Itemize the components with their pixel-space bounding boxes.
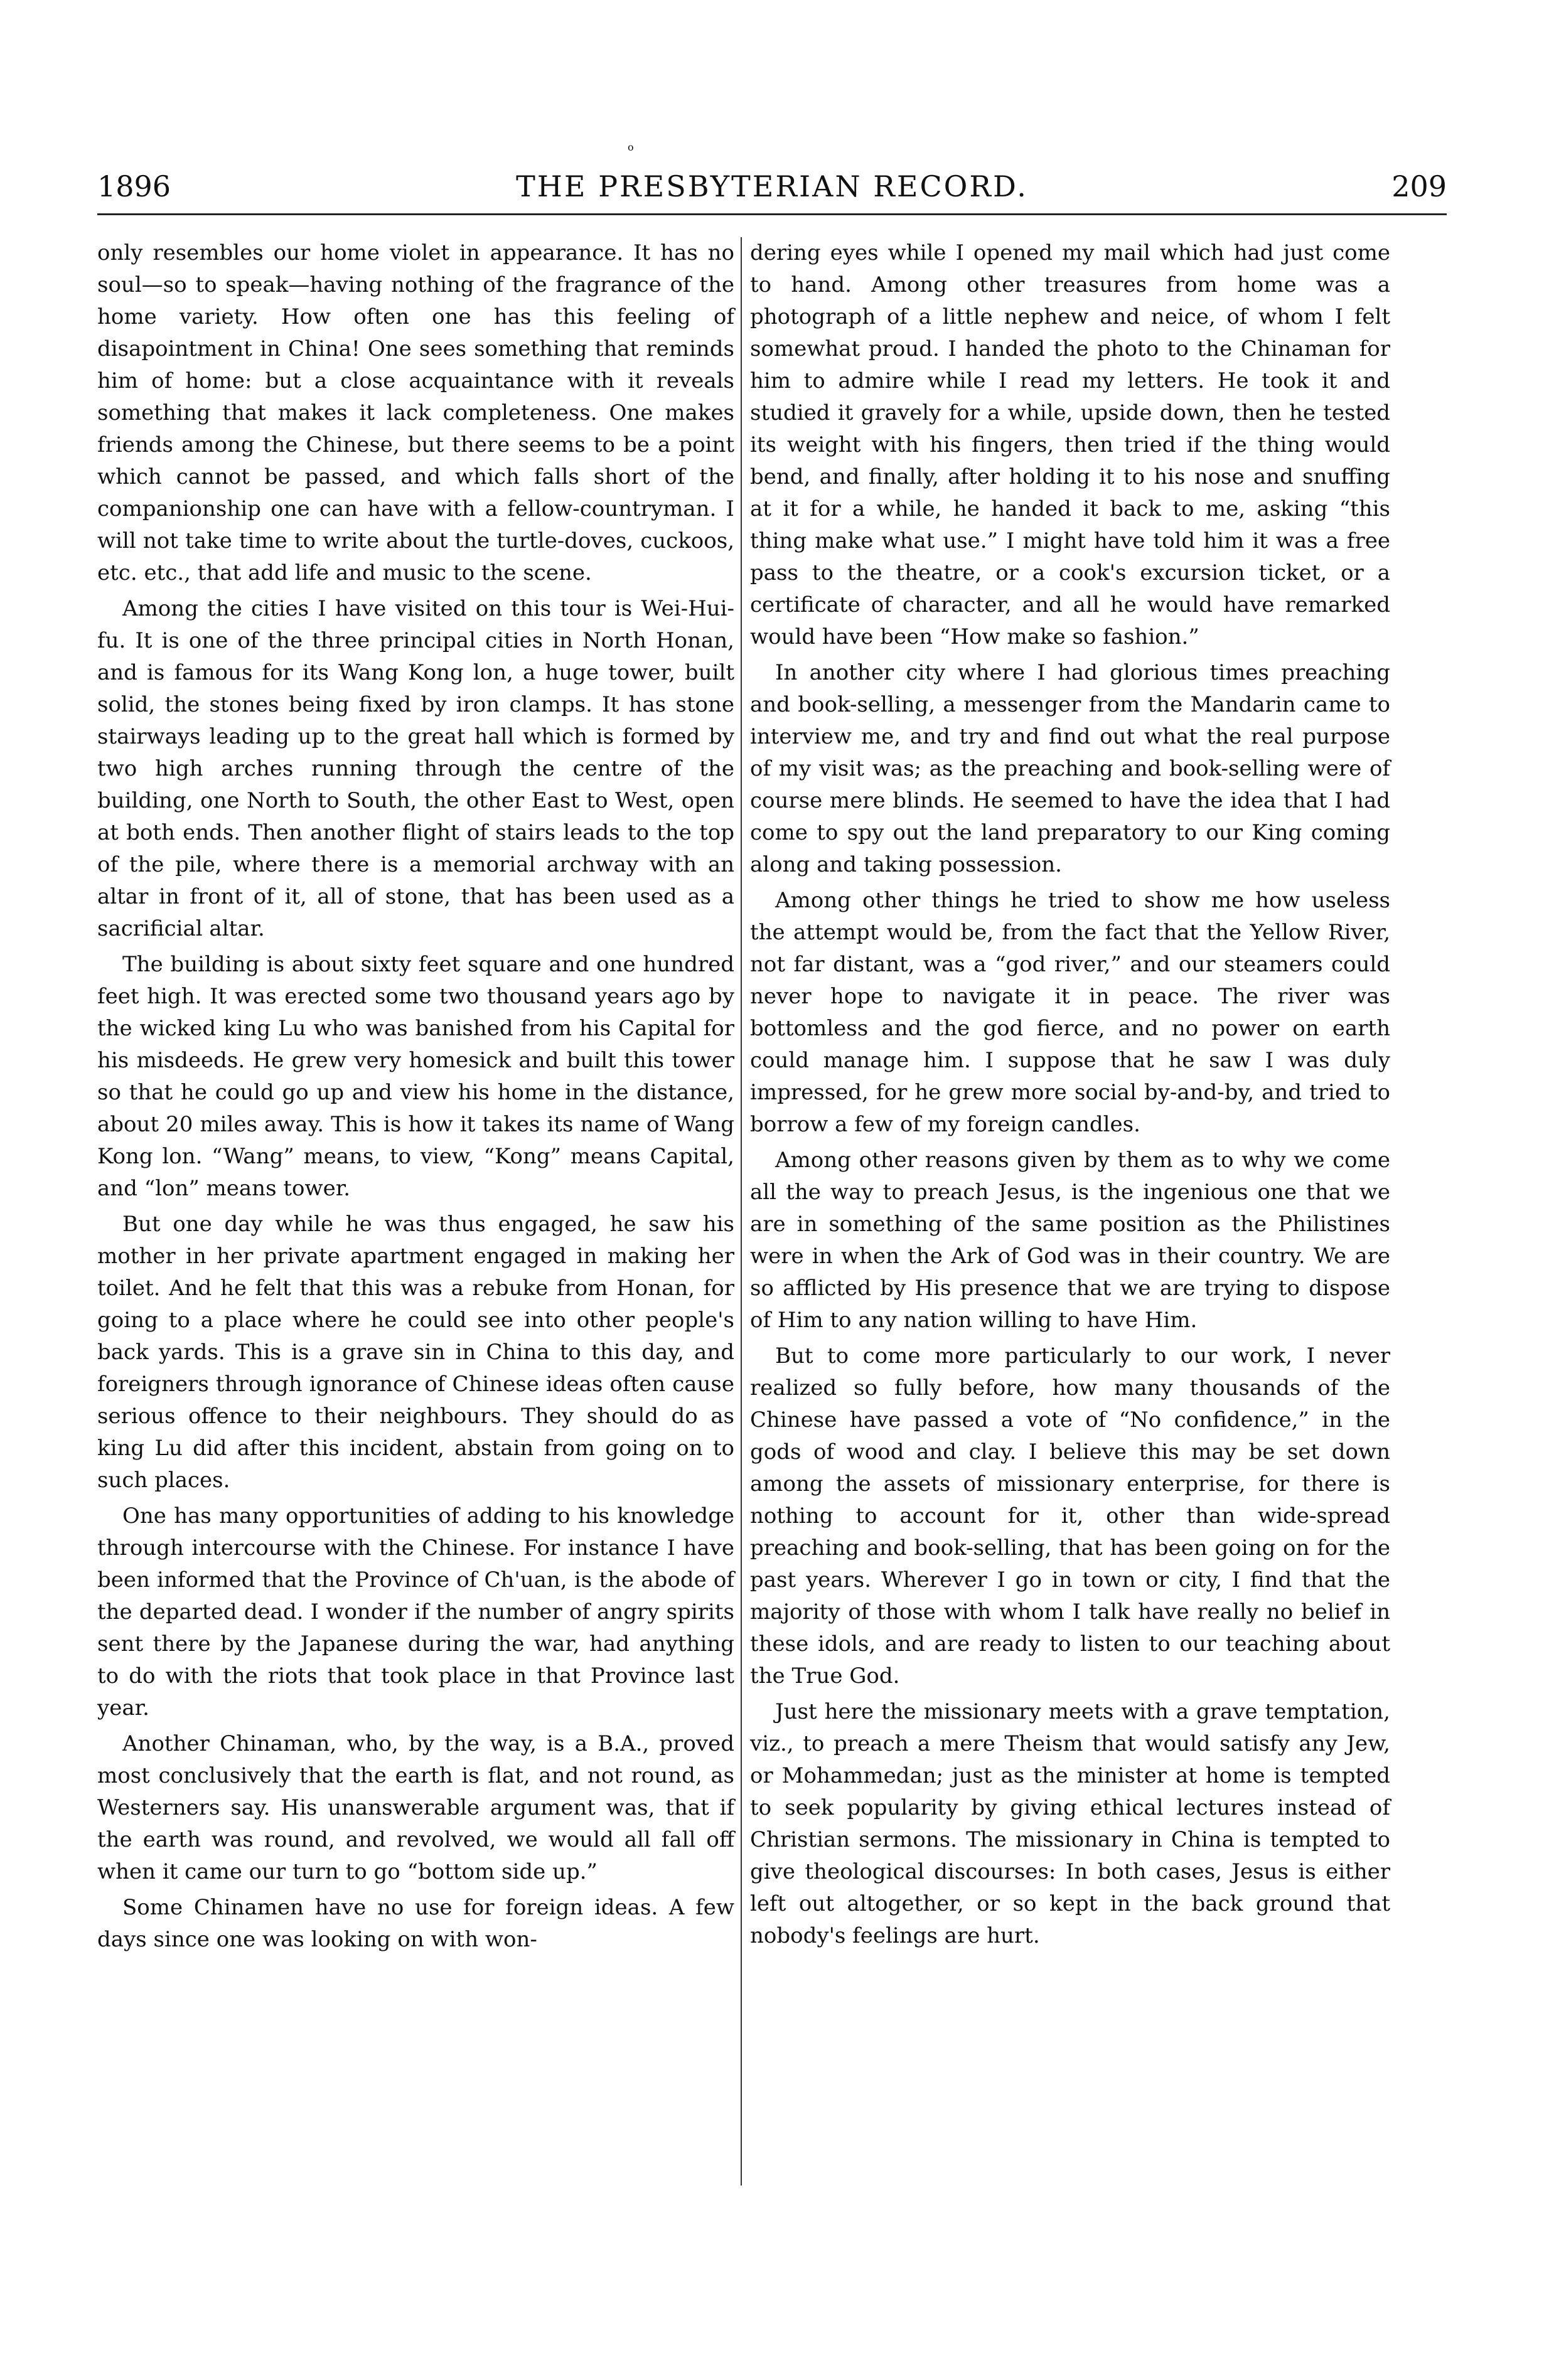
paragraph: But one day while he was thus engaged, he saw his mother in her private apartment engaged in making her toilet. And he felt that this was a rebuke from Honan, for going to a place where he could see into other people's back yards. This is a grave sin in China to this day, and foreigners through ignorance of Chinese ideas often cause serious offence to their neighbours. They should do as king Lu did after this incident, abstain from going on to such places. (97, 1212, 734, 1493)
paragraph: In another city where I had glorious times preaching and book-selling, a messenger from the Mandarin came to interview me, and try and find out what the real purpose of my visit was; as the preaching and book-selling were of course mere blinds. He seemed to have the idea that I had come to spy out the land preparatory to our King coming along and taking possession. (750, 660, 1390, 877)
paragraph: One has many opportunities of adding to his knowledge through intercourse with the Chinese. For instance I have been informed that the Province of Ch'uan, is the abode of the departed dead. I wonder if the number of angry spirits sent there by the Japanese during the war, had anything to do with the riots that took place in that Province last year. (97, 1503, 734, 1721)
header-year: 1896 (97, 169, 171, 203)
paragraph: dering eyes while I opened my mail which had just come to hand. Among other treasures from home was a photograph of a little nephew and neice, of whom I felt somewhat proud. I handed the photo to the Chinaman for him to admire while I read my letters. He took it and studied it gravely for a while, upside down, then he tested its weight with his fingers, then tried if the thing would bend, and finally, after holding it to his nose and snuffing at it for a while, he handed it back to me, asking “this thing make what use.” I might have told him it was a free pass to the theatre, or a cook's excursion ticket, or a certificate of character, and all he would have remarked would have been “How make so fashion.” (750, 240, 1390, 649)
header-title: THE PRESBYTERIAN RECORD. (516, 169, 1028, 203)
paragraph: Some Chinamen have no use for foreign ideas. A few days since one was looking on with won- (97, 1895, 734, 1952)
left-column (97, 237, 734, 1960)
paragraph: But to come more particularly to our work, I never realized so fully before, how many thousands of the Chinese have passed a vote of “No confidence,” in the gods of wood and clay. I believe this may be set down among the assets of missionary enterprise, for there is nothing to account for it, other than wide-spread preaching and book-selling, that has been going on for the past years. Wherever I go in town or city, I find that the majority of those with whom I talk have really no belief in these idols, and are ready to listen to our teaching about the True God. (750, 1343, 1390, 1689)
page-number: 209 (1391, 169, 1447, 203)
page-mark: o (628, 141, 634, 153)
paragraph: Just here the missionary meets with a grave temptation, viz., to preach a mere Theism that would satisfy any Jew, or Mohammedan; just as the minister at home is tempted to seek popularity by giving ethical lectures instead of Christian sermons. The missionary in China is tempted to give theological discourses: In both cases, Jesus is either left out altogether, or so kept in the back ground that nobody's feelings are hurt. (750, 1699, 1390, 1948)
paragraph: The building is about sixty feet square and one hundred feet high. It was erected some two thousand years ago by the wicked king Lu who was banished from his Capital for his misdeeds. He grew very homesick and built this tower so that he could go up and view his home in the distance, about 20 miles away. This is how it takes its name of Wang Kong lon. “Wang” means, to view, “Kong” means Capital, and “lon” means tower. (97, 952, 734, 1201)
paragraph: only resembles our home violet in appearance. It has no soul—so to speak—having nothing of the fragrance of the home variety. How often one has this feeling of disapointment in China! One sees something that reminds him of home: but a close acquaintance with it reveals something that makes it lack completeness. One makes friends among the Chinese, but there seems to be a point which cannot be passed, and which falls short of the companionship one can have with a fellow-countryman. I will not take time to write about the turtle-doves, cuckoos, etc. etc., that add life and music to the scene. (97, 240, 734, 585)
page-header (97, 157, 1447, 215)
column-divider (741, 237, 742, 2185)
paragraph: Among other reasons given by them as to why we come all the way to preach Jesus, is the ingenious one that we are in something of the same position as the Philistines were in when the Ark of God was in their country. We are so afflicted by His presence that we are trying to dispose of Him to any nation willing to have Him. (750, 1148, 1390, 1333)
paragraph: Among other things he tried to show me how useless the attempt would be, from the fact that the Yellow River, not far distant, was a “god river,” and our steamers could never hope to navigate it in peace. The river was bottomless and the god fierce, and no power on earth could manage him. I suppose that he saw I was duly impressed, for he grew more social by-and-by, and tried to borrow a few of my foreign candles. (750, 888, 1390, 1137)
paragraph: Among the cities I have visited on this tour is Wei-Hui-fu. It is one of the three principal cities in North Honan, and is famous for its Wang Kong lon, a huge tower, built solid, the stones being fixed by iron clamps. It has stone stairways leading up to the great hall which is formed by two high arches running through the centre of the building, one North to South, the other East to West, open at both ends. Then another flight of stairs leads to the top of the pile, where there is a memorial archway with an altar in front of it, all of stone, that has been used as a sacrificial altar. (97, 596, 734, 941)
right-column (750, 237, 1390, 1956)
paragraph: Another Chinaman, who, by the way, is a B.A., proved most conclusively that the earth is flat, and not round, as Westerners say. His unanswerable argument was, that if the earth was round, and revolved, we would all fall off when it came our turn to go “bottom side up.” (97, 1731, 734, 1884)
